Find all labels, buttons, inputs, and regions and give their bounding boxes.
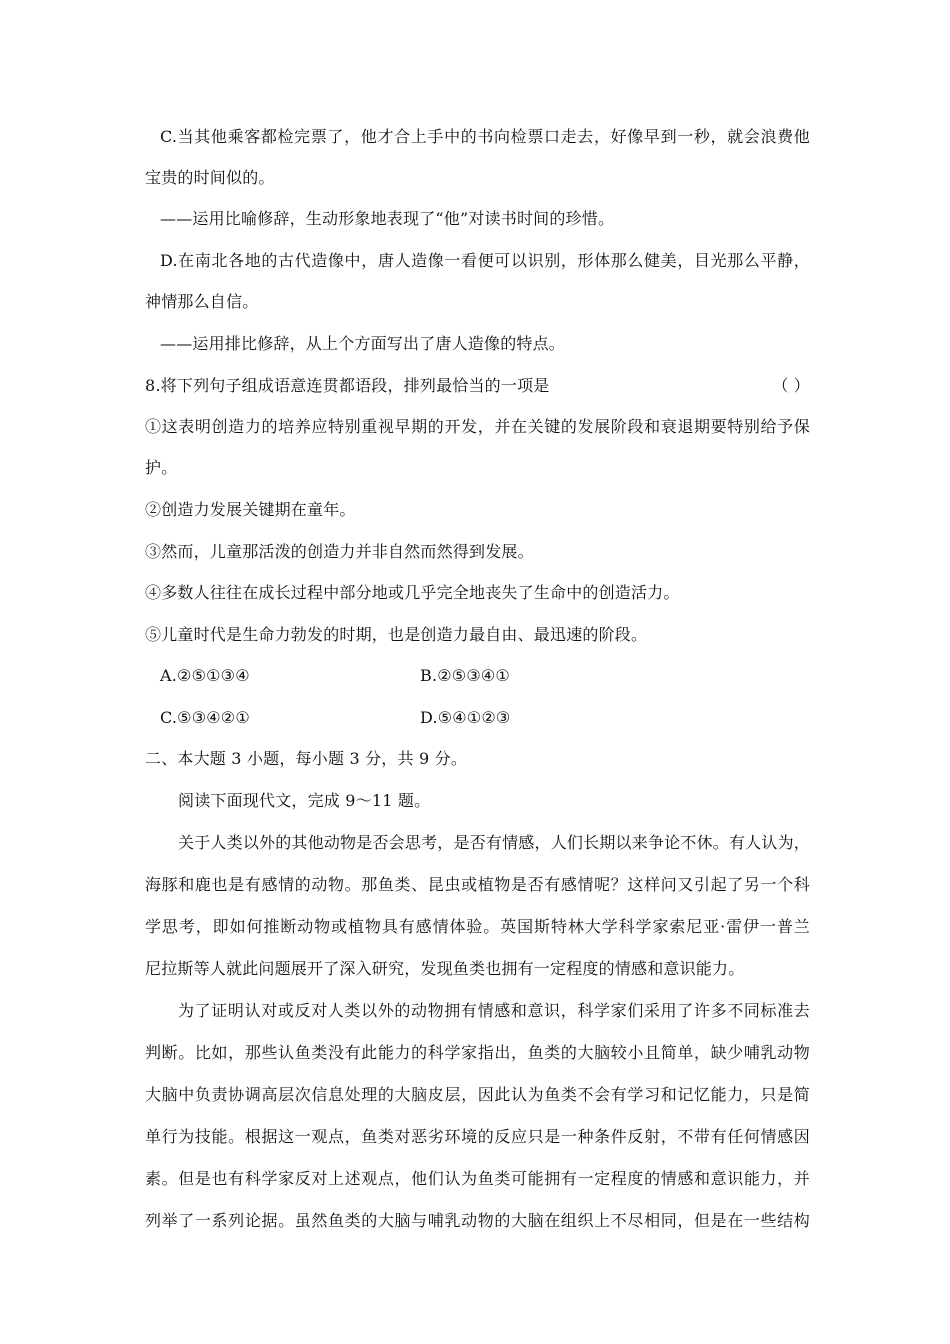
q8-sentence-1-line1: ①这表明创造力的培养应特别重视早期的开发，并在关键的发展阶段和衰退期要特别给予保 <box>145 417 810 436</box>
passage-p2-line6: 列举了一系列论据。虽然鱼类的大脑与哺乳动物的大脑在组织上不尽相同，但是在一些结构 <box>145 1211 810 1230</box>
passage-p2-line4: 单行为技能。根据这一观点，鱼类对恶劣环境的反应只是一种条件反射，不带有任何情感因 <box>145 1127 810 1146</box>
passage-p1-line3: 学思考，即如何推断动物或植物具有感情体验。英国斯特林大学科学家索尼亚·雷伊一普兰 <box>145 917 810 936</box>
q7-option-c-comment: ——运用比喻修辞，生动形象地表现了“他”对读书时间的珍惜。 <box>160 209 615 228</box>
q8-sentence-2: ②创造力发展关键期在童年。 <box>145 500 356 519</box>
passage-p2-line3: 大脑中负责协调高层次信息处理的大脑皮层，因此认为鱼类不会有学习和记忆能力，只是简 <box>145 1085 810 1104</box>
passage-p2-line5: 素。但是也有科学家反对上述观点，他们认为鱼类可能拥有一定程度的情感和意识能力，并 <box>145 1169 810 1188</box>
q8-sentence-1-line2: 护。 <box>145 458 178 477</box>
passage-p1-line4: 尼拉斯等人就此问题展开了深入研究，发现鱼类也拥有一定程度的情感和意识能力。 <box>145 959 745 978</box>
q8-option-d: D.⑤④①②③ <box>420 708 511 727</box>
passage-p1-line2: 海豚和鹿也是有感情的动物。那鱼类、昆虫或植物是否有感情呢？这样问又引起了另一个科 <box>145 875 810 894</box>
q7-option-d-line2: 神情那么自信。 <box>145 292 259 311</box>
q8-option-c: C.⑤③④②① <box>160 708 250 727</box>
section2-heading: 二、本大题 3 小题，每小题 3 分，共 9 分。 <box>145 749 468 768</box>
q7-option-c-line2: 宝贵的时间似的。 <box>145 168 275 187</box>
passage-p2-line1: 为了证明认对或反对人类以外的动物拥有情感和意识，科学家们采用了许多不同标准去 <box>178 1001 810 1020</box>
q8-sentence-5: ⑤儿童时代是生命力勃发的时期，也是创造力最自由、最迅速的阶段。 <box>145 625 648 644</box>
q8-sentence-3: ③然而，儿童那活泼的创造力并非自然而然得到发展。 <box>145 542 534 561</box>
q8-option-b: B.②⑤③④① <box>420 666 510 685</box>
q7-option-d-line1: D.在南北各地的古代造像中，唐人造像一看便可以识别，形体那么健美，目光那么平静， <box>160 251 810 270</box>
q8-stem-row <box>145 376 810 396</box>
q8-answer-blank: （ ） <box>772 376 810 395</box>
q8-sentence-4: ④多数人往往在成长过程中部分地或几乎完全地丧失了生命中的创造活力。 <box>145 583 680 602</box>
q8-option-a: A.②⑤①③④ <box>160 666 250 685</box>
q7-option-c-line1: C.当其他乘客都检完票了，他才合上手中的书向检票口走去，好像早到一秒，就会浪费他 <box>160 127 810 146</box>
q7-option-d-comment: ——运用排比修辞，从上个方面写出了唐人造像的特点。 <box>160 334 566 353</box>
section2-instruction: 阅读下面现代文，完成 9～11 题。 <box>178 791 431 810</box>
passage-p1-line1: 关于人类以外的其他动物是否会思考，是否有情感，人们长期以来争论不休。有人认为， <box>178 833 810 852</box>
q8-stem: 8.将下列句子组成语意连贯都语段，排列最恰当的一项是 <box>145 376 550 395</box>
passage-p2-line2: 判断。比如，那些认鱼类没有此能力的科学家指出，鱼类的大脑较小且简单，缺少哺乳动物 <box>145 1043 810 1062</box>
